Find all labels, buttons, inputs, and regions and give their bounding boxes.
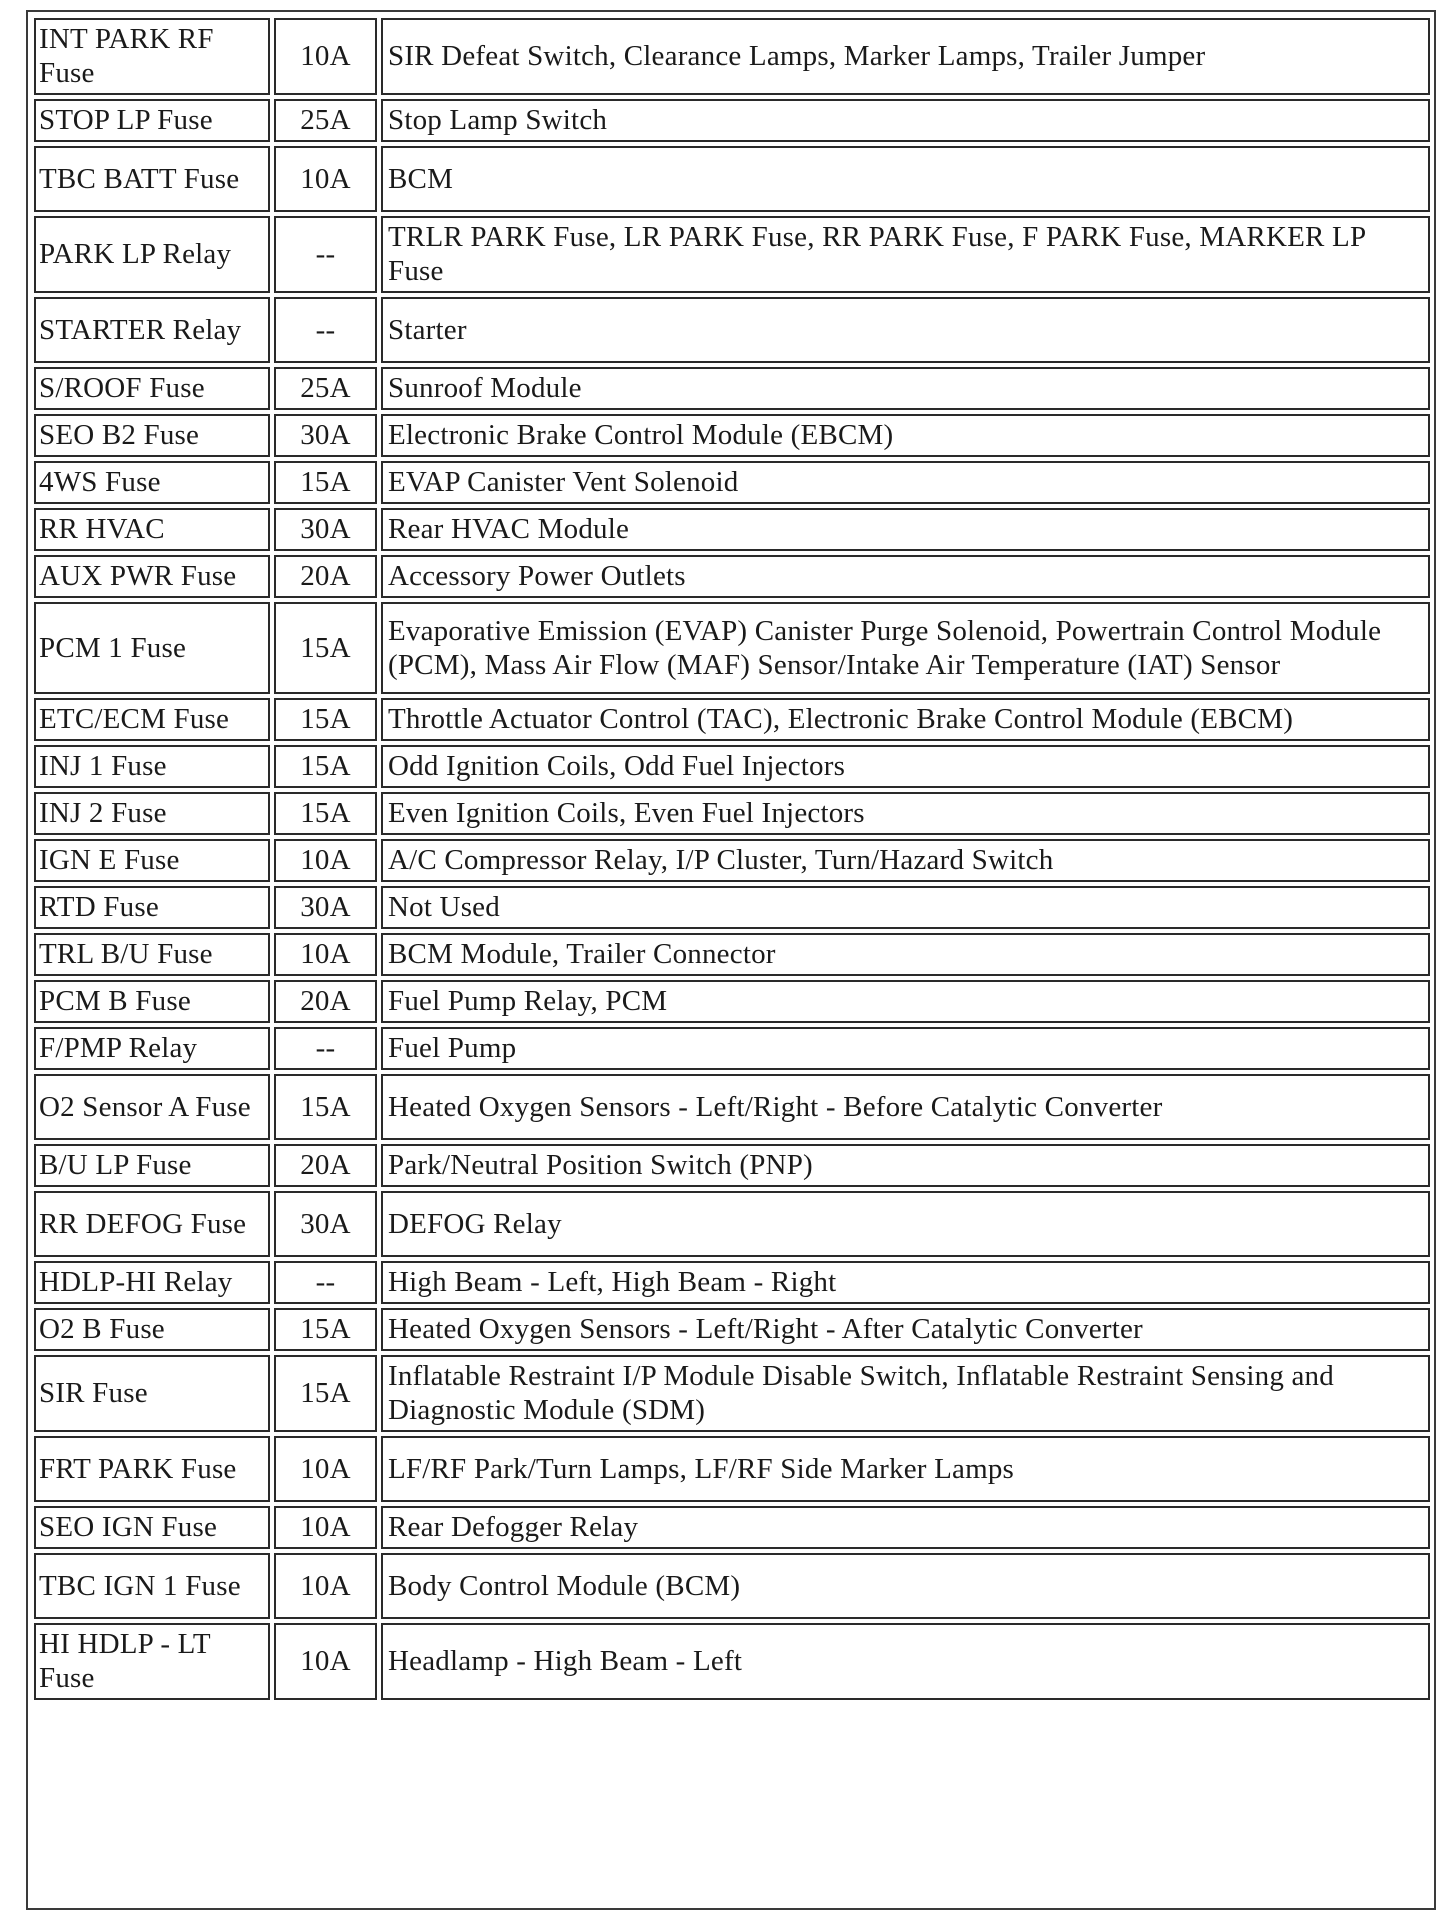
fuse-amperage-cell: 10A xyxy=(274,18,377,95)
fuse-amperage-cell: 25A xyxy=(274,367,377,410)
fuse-amperage-cell: 10A xyxy=(274,1506,377,1549)
fuse-amperage-cell: 15A xyxy=(274,1355,377,1432)
fuse-name-cell: O2 Sensor A Fuse xyxy=(34,1074,270,1140)
fuse-name-cell: F/PMP Relay xyxy=(34,1027,270,1070)
table-row xyxy=(34,414,1430,457)
table-row xyxy=(34,508,1430,551)
fuse-amperage-cell: -- xyxy=(274,1027,377,1070)
table-row xyxy=(34,839,1430,882)
fuse-name-cell: INT PARK RF Fuse xyxy=(34,18,270,95)
fuse-name-cell: STARTER Relay xyxy=(34,297,270,363)
fuse-name-cell: HDLP-HI Relay xyxy=(34,1261,270,1304)
fuse-circuit-cell: BCM xyxy=(381,146,1430,212)
table-row xyxy=(34,99,1430,142)
fuse-amperage-cell: 15A xyxy=(274,698,377,741)
table-row xyxy=(34,18,1430,95)
fuse-amperage-cell: -- xyxy=(274,216,377,293)
fuse-amperage-cell: 20A xyxy=(274,555,377,598)
fuse-name-cell: INJ 2 Fuse xyxy=(34,792,270,835)
fuse-circuit-cell: Heated Oxygen Sensors - Left/Right - Before Catalytic Converter xyxy=(381,1074,1430,1140)
table-row xyxy=(34,1074,1430,1140)
table-row xyxy=(34,1355,1430,1432)
fuse-amperage-cell: 30A xyxy=(274,1191,377,1257)
table-row xyxy=(34,980,1430,1023)
fuse-name-cell: PARK LP Relay xyxy=(34,216,270,293)
fuse-circuit-cell: Even Ignition Coils, Even Fuel Injectors xyxy=(381,792,1430,835)
fuse-name-cell: AUX PWR Fuse xyxy=(34,555,270,598)
fuse-circuit-cell: Rear HVAC Module xyxy=(381,508,1430,551)
fuse-circuit-cell: EVAP Canister Vent Solenoid xyxy=(381,461,1430,504)
fuse-circuit-cell: Throttle Actuator Control (TAC), Electronic Brake Control Module (EBCM) xyxy=(381,698,1430,741)
table-row xyxy=(34,698,1430,741)
fuse-name-cell: INJ 1 Fuse xyxy=(34,745,270,788)
fuse-name-cell: IGN E Fuse xyxy=(34,839,270,882)
fuse-amperage-cell: -- xyxy=(274,297,377,363)
fuse-circuit-cell: Park/Neutral Position Switch (PNP) xyxy=(381,1144,1430,1187)
fuse-circuit-cell: Heated Oxygen Sensors - Left/Right - After Catalytic Converter xyxy=(381,1308,1430,1351)
fuse-amperage-cell: 10A xyxy=(274,839,377,882)
fuse-circuit-cell: Headlamp - High Beam - Left xyxy=(381,1623,1430,1700)
fuse-circuit-cell: Evaporative Emission (EVAP) Canister Purge Solenoid, Powertrain Control Module (PCM), Mass Air Flow (MAF) Sensor/Intake Air Temperature (IAT) Sensor xyxy=(381,602,1430,694)
fuse-name-cell: ETC/ECM Fuse xyxy=(34,698,270,741)
fuse-amperage-cell: 20A xyxy=(274,980,377,1023)
fuse-circuit-cell: Body Control Module (BCM) xyxy=(381,1553,1430,1619)
fuse-name-cell: RTD Fuse xyxy=(34,886,270,929)
table-row xyxy=(34,1261,1430,1304)
table-row xyxy=(34,886,1430,929)
table-row xyxy=(34,1506,1430,1549)
fuse-name-cell: SEO B2 Fuse xyxy=(34,414,270,457)
fuse-name-cell: FRT PARK Fuse xyxy=(34,1436,270,1502)
table-row xyxy=(34,1144,1430,1187)
table-row xyxy=(34,1027,1430,1070)
fuse-circuit-cell: Sunroof Module xyxy=(381,367,1430,410)
fuse-amperage-cell: 20A xyxy=(274,1144,377,1187)
table-row xyxy=(34,461,1430,504)
fuse-circuit-cell: BCM Module, Trailer Connector xyxy=(381,933,1430,976)
fuse-name-cell: HI HDLP - LT Fuse xyxy=(34,1623,270,1700)
fuse-amperage-cell: 10A xyxy=(274,1436,377,1502)
fuse-circuit-cell: LF/RF Park/Turn Lamps, LF/RF Side Marker Lamps xyxy=(381,1436,1430,1502)
table-row xyxy=(34,146,1430,212)
fuse-circuit-cell: Fuel Pump Relay, PCM xyxy=(381,980,1430,1023)
fuse-amperage-cell: 30A xyxy=(274,508,377,551)
table-row xyxy=(34,745,1430,788)
table-row xyxy=(34,1191,1430,1257)
fuse-amperage-cell: 30A xyxy=(274,414,377,457)
table-row xyxy=(34,1553,1430,1619)
fuse-circuit-cell: Stop Lamp Switch xyxy=(381,99,1430,142)
fuse-amperage-cell: 15A xyxy=(274,602,377,694)
fuse-name-cell: SIR Fuse xyxy=(34,1355,270,1432)
fuse-circuit-cell: Odd Ignition Coils, Odd Fuel Injectors xyxy=(381,745,1430,788)
fuse-name-cell: RR HVAC xyxy=(34,508,270,551)
fuse-table xyxy=(30,14,1434,1704)
fuse-circuit-cell: DEFOG Relay xyxy=(381,1191,1430,1257)
fuse-amperage-cell: 10A xyxy=(274,1553,377,1619)
fuse-circuit-cell: Rear Defogger Relay xyxy=(381,1506,1430,1549)
fuse-amperage-cell: -- xyxy=(274,1261,377,1304)
fuse-circuit-cell: Electronic Brake Control Module (EBCM) xyxy=(381,414,1430,457)
fuse-name-cell: TRL B/U Fuse xyxy=(34,933,270,976)
fuse-circuit-cell: SIR Defeat Switch, Clearance Lamps, Marker Lamps, Trailer Jumper xyxy=(381,18,1430,95)
fuse-name-cell: 4WS Fuse xyxy=(34,461,270,504)
table-row xyxy=(34,1623,1430,1700)
fuse-amperage-cell: 15A xyxy=(274,1308,377,1351)
fuse-amperage-cell: 15A xyxy=(274,1074,377,1140)
fuse-name-cell: TBC IGN 1 Fuse xyxy=(34,1553,270,1619)
table-row xyxy=(34,297,1430,363)
fuse-circuit-cell: Inflatable Restraint I/P Module Disable Switch, Inflatable Restraint Sensing and Diagnostic Module (SDM) xyxy=(381,1355,1430,1432)
fuse-chart-page xyxy=(26,10,1436,1910)
fuse-name-cell: RR DEFOG Fuse xyxy=(34,1191,270,1257)
fuse-name-cell: PCM B Fuse xyxy=(34,980,270,1023)
fuse-amperage-cell: 10A xyxy=(274,933,377,976)
fuse-amperage-cell: 15A xyxy=(274,461,377,504)
table-row xyxy=(34,367,1430,410)
fuse-name-cell: PCM 1 Fuse xyxy=(34,602,270,694)
fuse-name-cell: STOP LP Fuse xyxy=(34,99,270,142)
fuse-amperage-cell: 10A xyxy=(274,146,377,212)
fuse-amperage-cell: 25A xyxy=(274,99,377,142)
fuse-amperage-cell: 15A xyxy=(274,792,377,835)
table-row xyxy=(34,1308,1430,1351)
fuse-circuit-cell: Fuel Pump xyxy=(381,1027,1430,1070)
fuse-name-cell: TBC BATT Fuse xyxy=(34,146,270,212)
table-row xyxy=(34,216,1430,293)
table-row xyxy=(34,602,1430,694)
fuse-circuit-cell: High Beam - Left, High Beam - Right xyxy=(381,1261,1430,1304)
fuse-amperage-cell: 15A xyxy=(274,745,377,788)
fuse-circuit-cell: TRLR PARK Fuse, LR PARK Fuse, RR PARK Fuse, F PARK Fuse, MARKER LP Fuse xyxy=(381,216,1430,293)
fuse-circuit-cell: Accessory Power Outlets xyxy=(381,555,1430,598)
table-row xyxy=(34,555,1430,598)
table-row xyxy=(34,933,1430,976)
table-row xyxy=(34,1436,1430,1502)
table-row xyxy=(34,792,1430,835)
fuse-name-cell: SEO IGN Fuse xyxy=(34,1506,270,1549)
fuse-amperage-cell: 10A xyxy=(274,1623,377,1700)
fuse-circuit-cell: A/C Compressor Relay, I/P Cluster, Turn/Hazard Switch xyxy=(381,839,1430,882)
fuse-circuit-cell: Not Used xyxy=(381,886,1430,929)
fuse-circuit-cell: Starter xyxy=(381,297,1430,363)
fuse-name-cell: B/U LP Fuse xyxy=(34,1144,270,1187)
fuse-name-cell: O2 B Fuse xyxy=(34,1308,270,1351)
fuse-name-cell: S/ROOF Fuse xyxy=(34,367,270,410)
fuse-table-body xyxy=(34,18,1430,1700)
fuse-amperage-cell: 30A xyxy=(274,886,377,929)
